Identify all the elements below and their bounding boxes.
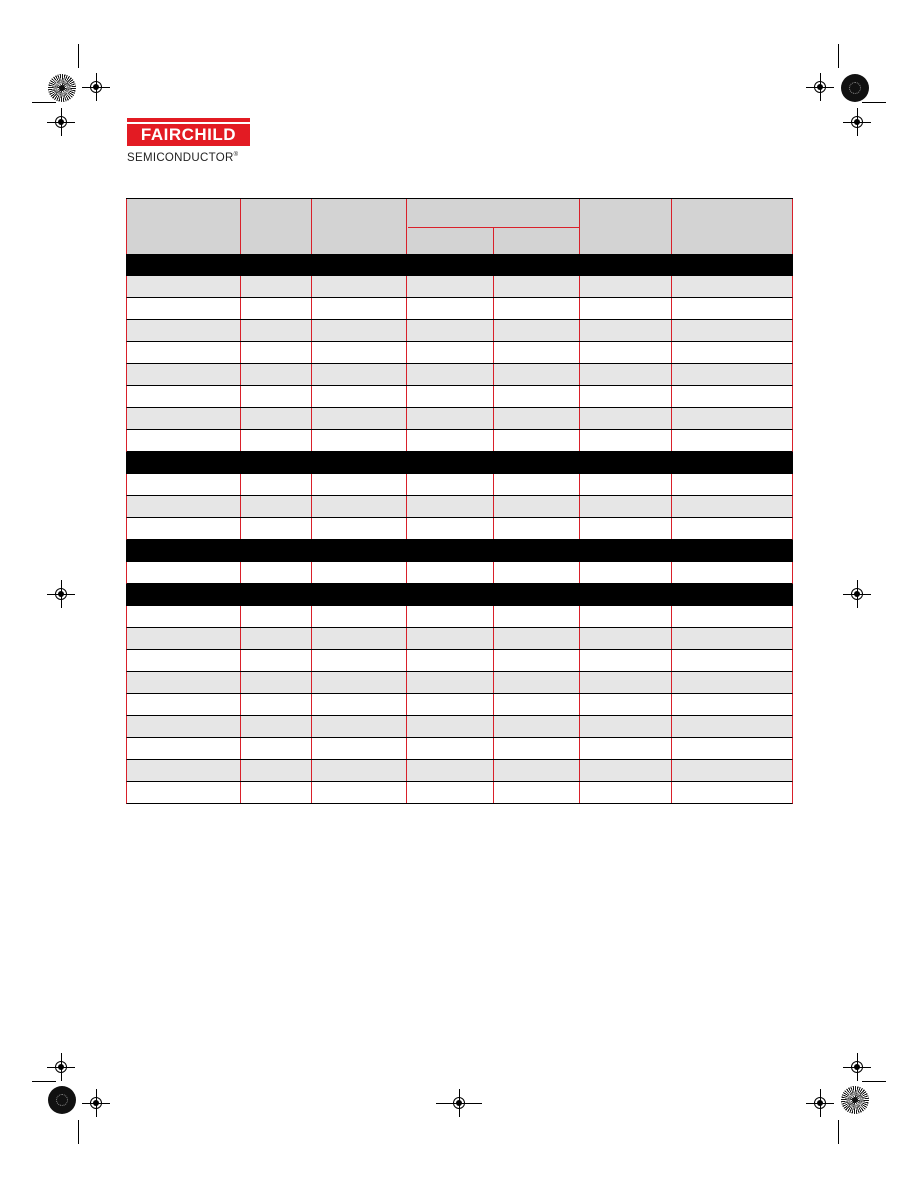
column-divider <box>671 408 672 429</box>
crop-line <box>32 1081 56 1082</box>
table-row <box>126 694 793 716</box>
column-divider <box>240 606 241 627</box>
column-divider <box>579 386 580 407</box>
column-divider <box>579 518 580 539</box>
column-divider <box>240 342 241 363</box>
column-divider <box>311 364 312 385</box>
column-divider <box>240 298 241 319</box>
column-divider <box>311 386 312 407</box>
column-divider <box>579 364 580 385</box>
column-divider <box>311 276 312 297</box>
column-divider <box>406 738 407 759</box>
column-divider <box>406 364 407 385</box>
column-divider <box>406 672 407 693</box>
column-divider <box>311 562 312 583</box>
table-row <box>126 738 793 760</box>
logo-tagline-text: SEMICONDUCTOR <box>127 151 234 164</box>
column-divider <box>579 606 580 627</box>
registration-target-top-left <box>48 74 76 102</box>
column-divider <box>579 738 580 759</box>
company-logo <box>127 118 267 165</box>
column-divider <box>493 716 494 737</box>
crop-line <box>436 1103 446 1104</box>
column-divider <box>311 474 312 495</box>
table-row <box>126 496 793 518</box>
column-divider <box>579 496 580 517</box>
column-divider <box>671 650 672 671</box>
column-divider <box>671 716 672 737</box>
logo-tagline <box>127 149 267 165</box>
section-header-row <box>126 452 793 474</box>
section-header-row <box>126 584 793 606</box>
column-divider <box>240 496 241 517</box>
crop-line <box>78 1120 79 1144</box>
column-divider <box>406 320 407 341</box>
column-divider <box>671 738 672 759</box>
table-row <box>126 782 793 804</box>
column-divider <box>406 694 407 715</box>
column-divider <box>579 782 580 803</box>
table-row <box>126 386 793 408</box>
column-divider <box>240 562 241 583</box>
column-divider <box>406 408 407 429</box>
table-row <box>126 650 793 672</box>
column-divider <box>240 672 241 693</box>
column-divider <box>406 496 407 517</box>
column-divider <box>406 782 407 803</box>
column-divider <box>671 694 672 715</box>
table-row <box>126 298 793 320</box>
column-divider <box>493 474 494 495</box>
column-divider <box>493 518 494 539</box>
column-divider <box>493 276 494 297</box>
column-divider <box>671 496 672 517</box>
column-divider <box>406 518 407 539</box>
column-divider <box>493 562 494 583</box>
column-divider <box>493 298 494 319</box>
crop-line <box>862 102 886 103</box>
column-divider <box>406 276 407 297</box>
section-header-row <box>126 540 793 562</box>
column-divider <box>579 716 580 737</box>
column-divider <box>406 562 407 583</box>
column-divider <box>311 430 312 451</box>
column-divider <box>240 738 241 759</box>
column-divider <box>311 760 312 781</box>
column-divider <box>671 386 672 407</box>
column-divider <box>240 694 241 715</box>
column-divider <box>311 298 312 319</box>
column-divider <box>240 760 241 781</box>
column-divider <box>311 782 312 803</box>
column-divider <box>671 298 672 319</box>
table-row <box>126 430 793 452</box>
table-row <box>126 562 793 584</box>
column-divider <box>493 760 494 781</box>
column-divider <box>493 650 494 671</box>
column-divider <box>493 342 494 363</box>
column-divider <box>311 738 312 759</box>
column-divider <box>579 760 580 781</box>
column-divider <box>406 298 407 319</box>
table-row <box>126 276 793 298</box>
column-divider <box>579 474 580 495</box>
column-divider <box>493 738 494 759</box>
column-divider <box>406 386 407 407</box>
spec-table <box>126 198 793 804</box>
column-divider <box>493 364 494 385</box>
column-divider <box>311 650 312 671</box>
registration-target-top-right <box>841 74 869 102</box>
table-row <box>126 364 793 386</box>
column-divider <box>311 342 312 363</box>
column-divider <box>240 628 241 649</box>
column-divider <box>579 562 580 583</box>
column-divider <box>493 320 494 341</box>
column-divider <box>493 782 494 803</box>
column-divider <box>671 606 672 627</box>
column-divider <box>579 650 580 671</box>
table-row <box>126 606 793 628</box>
column-divider <box>579 408 580 429</box>
column-divider <box>311 694 312 715</box>
table-row <box>126 716 793 738</box>
column-divider <box>493 386 494 407</box>
column-divider <box>579 628 580 649</box>
column-divider <box>311 606 312 627</box>
crop-line <box>838 44 839 68</box>
column-divider <box>671 320 672 341</box>
column-divider <box>311 408 312 429</box>
column-divider <box>671 628 672 649</box>
registration-target-bottom-right <box>841 1086 869 1114</box>
column-divider <box>406 760 407 781</box>
column-divider <box>406 342 407 363</box>
column-divider <box>493 628 494 649</box>
column-divider <box>240 386 241 407</box>
column-divider <box>240 716 241 737</box>
logo-top-bar <box>127 118 250 122</box>
column-divider <box>671 782 672 803</box>
table-row <box>126 760 793 782</box>
column-divider <box>240 430 241 451</box>
column-divider <box>579 342 580 363</box>
column-divider <box>311 518 312 539</box>
column-divider <box>311 628 312 649</box>
column-divider <box>311 320 312 341</box>
column-divider <box>311 496 312 517</box>
registration-target-bottom-left <box>48 1086 76 1114</box>
table-row <box>126 474 793 496</box>
column-divider <box>671 430 672 451</box>
column-divider <box>240 518 241 539</box>
column-divider <box>493 694 494 715</box>
column-divider <box>579 320 580 341</box>
column-divider <box>406 606 407 627</box>
crop-line <box>838 1120 839 1144</box>
column-divider <box>671 364 672 385</box>
column-divider <box>579 694 580 715</box>
column-divider <box>579 276 580 297</box>
column-divider <box>671 672 672 693</box>
column-divider <box>579 672 580 693</box>
column-divider <box>406 474 407 495</box>
table-row <box>126 408 793 430</box>
column-divider <box>671 474 672 495</box>
trademark-symbol: ® <box>233 152 239 158</box>
column-divider <box>493 408 494 429</box>
column-divider <box>493 606 494 627</box>
crop-line <box>32 102 56 103</box>
column-divider <box>311 716 312 737</box>
column-divider <box>311 672 312 693</box>
column-divider <box>406 628 407 649</box>
column-divider <box>493 496 494 517</box>
column-divider <box>579 430 580 451</box>
column-divider <box>671 342 672 363</box>
table-row <box>126 320 793 342</box>
column-divider <box>671 518 672 539</box>
column-divider <box>493 430 494 451</box>
column-divider <box>240 474 241 495</box>
column-divider <box>406 430 407 451</box>
column-divider <box>240 320 241 341</box>
column-divider <box>671 276 672 297</box>
crop-line <box>862 1081 886 1082</box>
section-header-row <box>126 254 793 276</box>
column-divider <box>240 364 241 385</box>
table-body <box>126 254 793 804</box>
table-row <box>126 518 793 540</box>
column-divider <box>240 782 241 803</box>
column-divider <box>240 650 241 671</box>
column-divider <box>671 562 672 583</box>
table-header <box>126 199 793 254</box>
table-row <box>126 342 793 364</box>
crop-line <box>472 1103 482 1104</box>
crop-line <box>78 44 79 68</box>
column-divider <box>406 716 407 737</box>
column-divider <box>240 276 241 297</box>
column-divider <box>579 298 580 319</box>
logo-wordmark: FAIRCHILD <box>127 124 250 146</box>
table-row <box>126 628 793 650</box>
column-divider <box>493 672 494 693</box>
column-divider <box>240 408 241 429</box>
column-divider <box>406 650 407 671</box>
table-row <box>126 672 793 694</box>
column-divider <box>671 760 672 781</box>
